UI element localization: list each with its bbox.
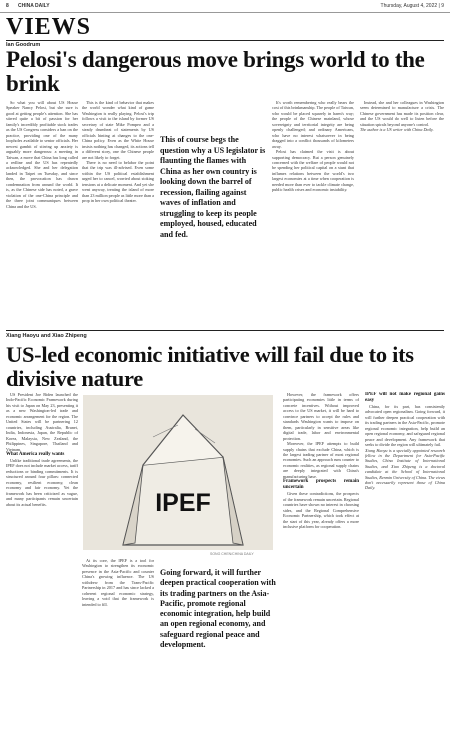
article1-pull-quote: This of course begs the question why a US legislator is flaunting the flames with China as her own country is looking down the barrel of recession, flailing against waves of inflation and struggling to keep its people employed, housed, educated and fed.	[160, 135, 266, 239]
masthead-bar	[0, 0, 450, 13]
article2-paragraph: Unlike traditional trade agreements, the IPEF does not include market access, tariff reductions or binding commitments. It is structured around four pillars: connected economy, resilient economy, clean economy and fair economy. Yet the framework has been criticized as vague, and many participants remain uncertain about its actual benefits.	[6, 457, 78, 507]
article1-paragraph: This is the kind of behavior that makes the world wonder what kind of game Washington is really playing. Pelosi's trip follows a visit to the island by former US secretary of state Mike Pompeo and a steady drumbeat of statements by US officials hinting at changes to the one-China policy. Even as the White House insists nothing has changed, its actions tell a different story, one the Chinese people are not likely to forget.	[82, 100, 154, 160]
article1-column-1	[6, 100, 78, 326]
article2-headline: US-led economic initiative will fail due to its divisive nature	[6, 342, 414, 391]
article2-paragraph: However, the framework offers participating economies little in terms of concrete incentives. Without improved access to the US market, it will be hard to convince partners to accept the rules and standards Washington wants to impose on them, particularly in sensitive areas like digital trade, labor and environmental protection.	[283, 392, 359, 441]
article1-author-credit: The author is a US writer with China Daily.	[360, 127, 434, 133]
article2-column-2	[82, 558, 154, 744]
section-rule	[6, 40, 444, 41]
article1-column-4	[360, 100, 444, 326]
article2-paragraph: Given these contradictions, the prospects of the framework remain uncertain. Regional countries have shown no interest in choosing sides, and the Regional Comprehensive Economic Partnership, which took effect at the start of this year, already offers a more inclusive platform for cooperation.	[283, 491, 359, 529]
ipef-label: IPEF	[155, 489, 211, 517]
article2-pull-quote: Going forward, it will further deepen practical cooperation with its trading partners on the Asia-Pacific, promote regional economic integration, help build an open regional economy, and safeguard regional peace and development.	[160, 568, 276, 650]
article1-byline: Ian Goodrum	[6, 42, 41, 48]
section-title: VIEWS	[6, 14, 92, 40]
article1-paragraph: It's worth remembering who really bears the cost of this brinkmanship. The people of Taiwan, who would be placed squarely in harm's way; the people of the Chinese mainland, whose sovereignty and territorial integrity are being openly challenged; and ordinary Americans, who have no interest whatsoever in being dragged into a conflict thousands of kilometers away.	[272, 100, 354, 149]
ipef-illustration-graphic	[83, 395, 273, 550]
article2-paragraph: China, for its part, has consistently advocated open regionalism. Going forward, it will further deepen practical cooperation with its trading partners in the Asia-Pacific, promote regional economic integration, help build an open regional economy, and safeguard regional peace and development. Any framework that seeks to divide the region will ultimately fail.	[365, 404, 445, 448]
article2-subhead: Framework prospects remain uncertain	[283, 479, 359, 491]
article1-paragraph: Instead, she and her colleagues in Washington seem determined to manufacture a crisis. The Chinese government has made its position clear, and the US would do well to listen before the situation spirals beyond anyone's control.	[360, 100, 444, 127]
page-number: 8	[6, 3, 9, 9]
article2-paragraph: Moreover, the IPEF attempts to build supply chains that exclude China, which is the largest trading partner of most regional economies. Such an approach runs counter to economic realities, as regional supply chains are deeply integrated with China's manufacturing base.	[283, 441, 359, 479]
article2-column-4	[283, 392, 359, 744]
article1-paragraph: Pelosi has claimed the visit is about supporting democracy. But a person genuinely concerned with the welfare of people would not be spending her political capital on a stunt that inflames relations between the world's two largest economies at a time when cooperation is needed more than ever to tackle climate change, public health crises and economic instability.	[272, 149, 354, 193]
article2-subhead: IPEF will not make regional gains easy	[365, 392, 445, 403]
article-divider	[6, 330, 444, 331]
issue-date: Thursday, August 4, 2022 | 9	[380, 3, 444, 9]
article1-headline: Pelosi's dangerous move brings world to the brink	[6, 47, 425, 96]
ipef-illustration	[83, 395, 273, 550]
article1-paragraph: So what you will about US House Speaker Nancy Pelosi, but she sure is good at getting people's attention. She has stirred quite a bit of passion for her family's incredibly profitable stock trades as the US Congress considers a ban on the practice, providing one of the many loopholes available to senior officials. Her newest gambit of stirring up anxiety is arguably more dangerous: a meeting in Taiwan, a move that China has long called a redline and the US has repeatedly acknowledged. She and her delegation landed in Taipei on Tuesday, and since then, the provocation has drawn condemnation from around the world. It is, as the Chinese side has noted, a grave violation of the one-China principle and the three joint communiques between China and the US.	[6, 100, 78, 209]
article2-paragraph: At its core, the IPEF is a tool for Washington to strengthen its economic presence in the Asia-Pacific and counter China's growing influence. The US withdrew from the Trans-Pacific Partnership in 2017 and has since lacked a coherent regional economic strategy, leaving a void that the framework is intended to fill.	[82, 558, 154, 607]
article2-author-credit: Xiang Haoyu is a specially appointed research fellow in the Department for Asia-Pacific Studies, China Institute of International Studies, and Xiao Zhipeng is a doctoral candidate at the School of International Studies, Renmin University of China. The views don't necessarily represent those of China Daily.	[365, 447, 445, 491]
article1-column-3	[272, 100, 354, 326]
article2-column-5	[365, 392, 445, 744]
article1-column-2	[82, 100, 154, 326]
article2-paragraph: US President Joe Biden launched the Indo-Pacific Economic Framework during his visit to Japan on May 23, presenting it as a new Washington-led trade and economic arrangement for the region. The United States will be partnering 12 countries, including Australia, Brunei, India, Indonesia, Japan, the Republic of Korea, Malaysia, New Zealand, the Philippines, Singapore, Thailand and Vietnam.	[6, 392, 78, 452]
article2-subhead: What America really wants	[6, 451, 65, 457]
publication-logo: CHINA DAILY	[18, 3, 50, 9]
illustration-credit: SONG CHEN/CHINA DAILY	[210, 552, 254, 556]
article2-column-1	[6, 392, 78, 744]
article1-paragraph: There is no need to belabor the point that the trip was ill-advised. Even some within the US political establishment urged her to cancel, worried about stoking tensions at a delicate moment. And yet she went anyway, treating the island of more than 23 million people as little more than a prop in her own political theater.	[82, 159, 154, 204]
article2-byline: Xiang Haoyu and Xiao Zhipeng	[6, 333, 87, 339]
